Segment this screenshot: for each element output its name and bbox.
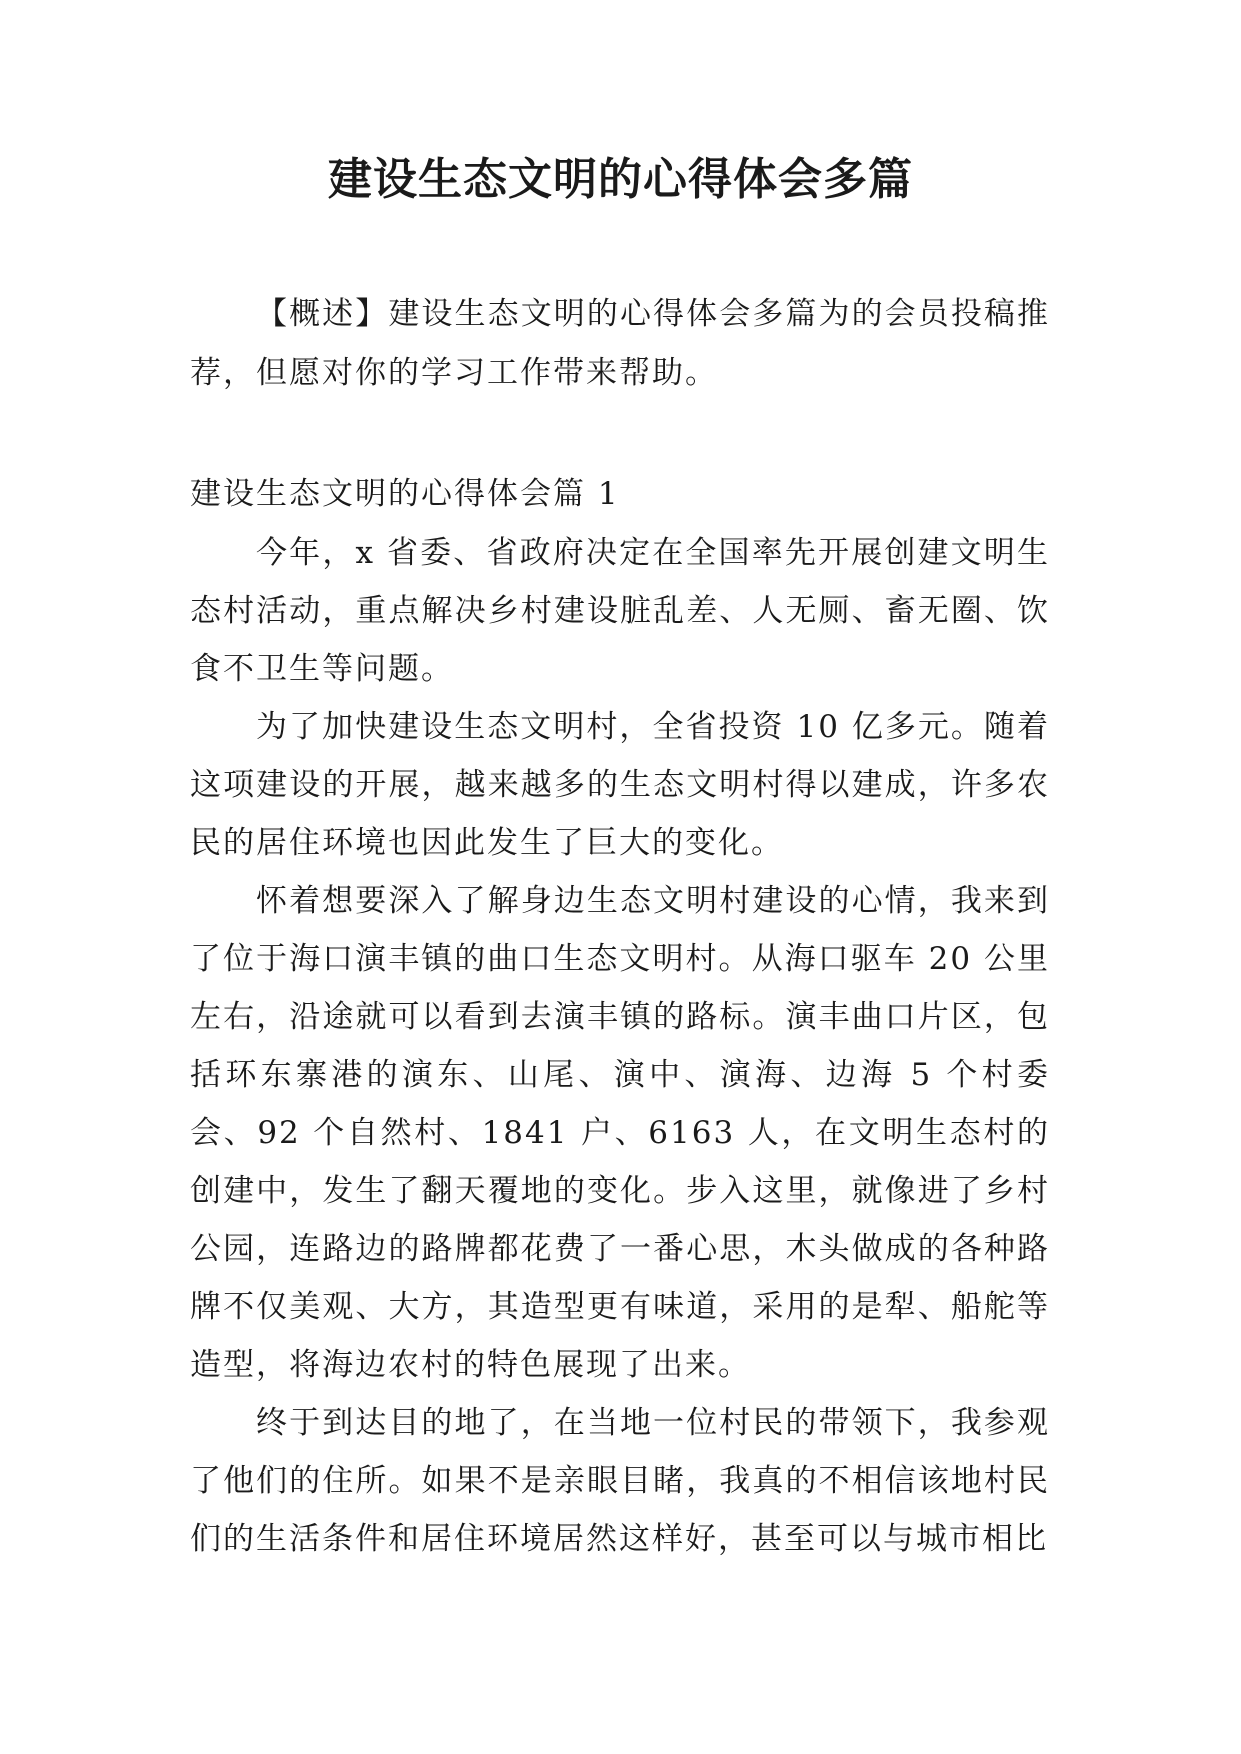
document-title: 建设生态文明的心得体会多篇 — [328, 154, 913, 205]
summary-paragraph: 【概述】建设生态文明的心得体会多篇为的会员投稿推荐，但愿对你的学习工作带来帮助。 — [190, 296, 1050, 391]
body-paragraph-2: 为了加快建设生态文明村，全省投资 10 亿多元。随着这项建设的开展，越来越多的生态文明村得以建成，许多农民的居住环境也因此发生了巨大的变化。 — [190, 709, 1050, 861]
body-paragraphs — [190, 524, 1050, 1568]
body-paragraph-3: 怀着想要深入了解身边生态文明村建设的心情，我来到了位于海口演丰镇的曲口生态文明村。从海口驱车 20 公里左右，沿途就可以看到去演丰镇的路标。演丰曲口片区，包括环东寨港的演东、山尾、演中、演海、边海 5 个村委会、92 个自然村、1841 户、6163 人，在文明生态村的创建中，发生了翻天覆地的变化。步入这里，就像进了乡村公园，连路边的路牌都花费了一番心思，木头做成的各种路牌不仅美观、大方，其造型更有味道，采用的是犁、船舵等造型，将海边农村的特色展现了出来。 — [190, 883, 1050, 1383]
body-paragraph-1: 今年，x 省委、省政府决定在全国率先开展创建文明生态村活动，重点解决乡村建设脏乱差、人无厕、畜无圈、饮食不卫生等问题。 — [190, 535, 1050, 687]
section-heading: 建设生态文明的心得体会篇 1 — [190, 476, 620, 512]
body-paragraph-4: 终于到达目的地了，在当地一位村民的带领下，我参观了他们的住所。如果不是亲眼目睹，我真的不相信该地村民们的生活条件和居住环境居然这样好，甚至可以与城市相比 — [190, 1405, 1050, 1557]
